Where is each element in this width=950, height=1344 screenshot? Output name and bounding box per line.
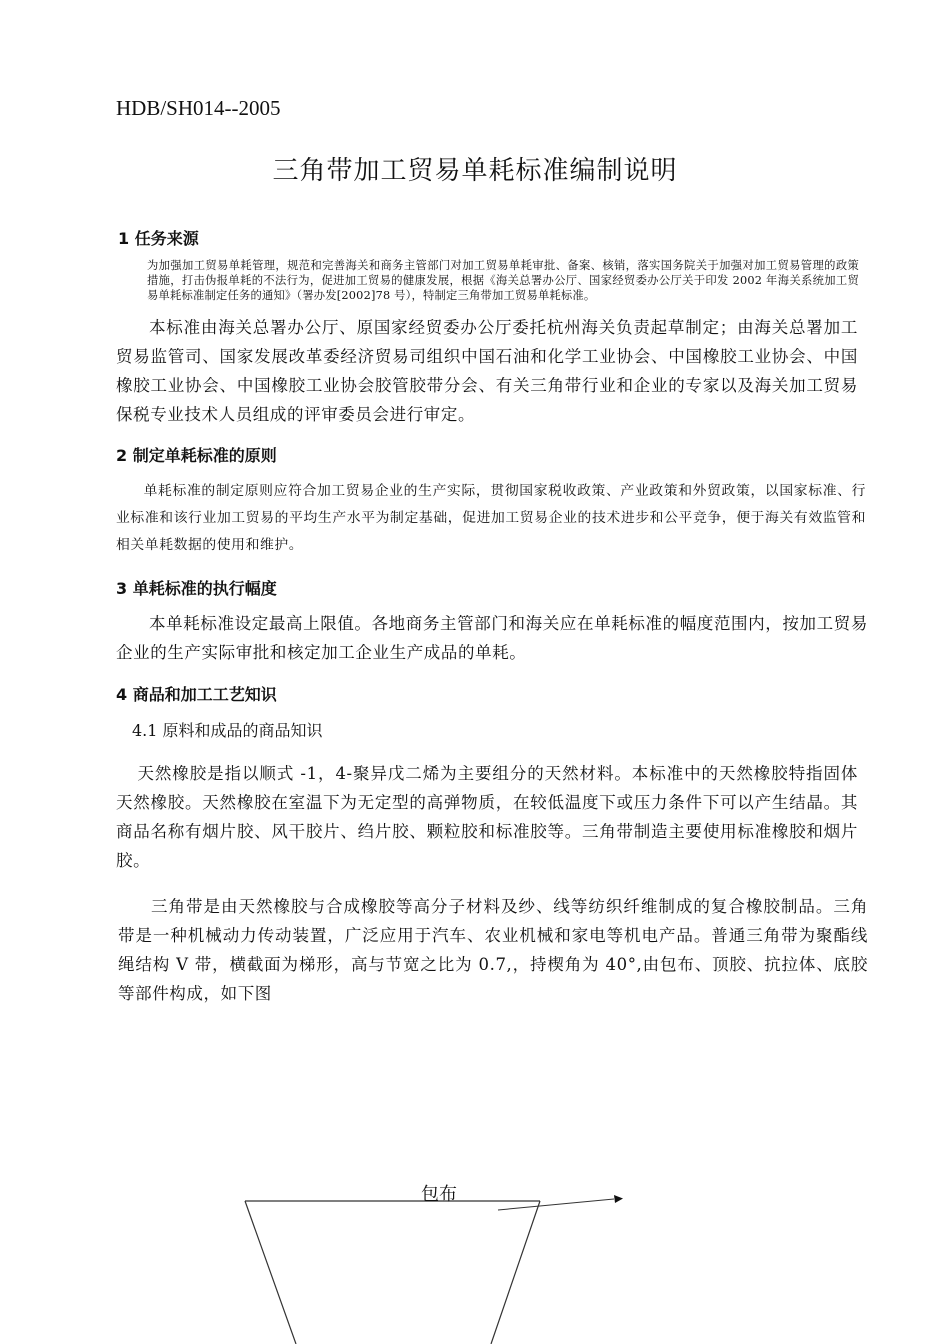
section-2-paragraph: 单耗标准的制定原则应符合加工贸易企业的生产实际，贯彻国家税收政策、产业政策和外贸政策，以国家标准、行业标准和该行业加工贸易的平均生产水平为制定基础，促进加工贸易企业的技术进步和公平竞争，便于海关有效监管和相关单耗数据的使用和维护。 [116,483,866,553]
section-1-paragraph: 本标准由海关总署办公厅、原国家经贸委办公厅委托杭州海关负责起草制定；由海关总署加工贸易监管司、国家发展改革委经济贸易司组织中国石油和化学工业协会、中国橡胶工业协会、中国橡胶工业协会、中国橡胶工业协会胶管胶带分会、有关三角带行业和企业的专家以及海关加工贸易保税专业技术人员组成的评审委员会进行审定。 [116,318,858,424]
section-4-paragraph-1: 天然橡胶是指以顺式 -1，4-聚异戊二烯为主要组分的天然材料。本标准中的天然橡胶特指固体天然橡胶。天然橡胶在室温下为无定型的高弹物质，在较低温度下或压力条件下可以产生结晶。其商品名称有烟片胶、风干胶片、绉片胶、颗粒胶和标准胶等。三角带制造主要使用标准橡胶和烟片胶。 [116,764,858,870]
section-1-heading: 1 任务来源 [118,229,199,248]
section-2-heading: 2 制定单耗标准的原则 [116,446,277,465]
wrap-cloth-label: 包布 [421,1184,457,1205]
document-code: HDB/SH014--2005 [116,96,281,120]
arrow-head-icon [614,1195,623,1203]
section-1-small-paragraph: 为加强加工贸易单耗管理，规范和完善海关和商务主管部门对加工贸易单耗审批、备案、核销，落实国务院关于加强对加工贸易管理的政策措施，打击伪报单耗的不法行为，促进加工贸易的健康发展，根据《海关总署办公厅、国家经贸委办公厅关于印发 2002 年海关系统加工贸易单耗标准制定任务的通知》（署办发[2002]78 号），特制定三角带加工贸易单耗标准。 [147,259,859,302]
v-belt-cross-section-diagram [0,1170,950,1344]
belt-left-edge [245,1201,296,1344]
belt-right-edge [491,1201,540,1344]
section-4-paragraph-2: 三角带是由天然橡胶与合成橡胶等高分子材料及纱、线等纺织纤维制成的复合橡胶制品。三角带是一种机械动力传动装置，广泛应用于汽车、农业机械和家电等机电产品。普通三角带为聚酯线绳结构 V 带，横截面为梯形，高与节宽之比为 0.7,，持楔角为 40°,由包布、顶胶、抗拉体、底胶等部件构成，如下图 [118,897,868,1003]
section-4-1-subheading: 4.1 原料和成品的商品知识 [132,721,323,740]
document-title: 三角带加工贸易单耗标准编制说明 [272,156,678,186]
section-4-heading: 4 商品和加工工艺知识 [116,685,277,704]
section-3-paragraph: 本单耗标准设定最高上限值。各地商务主管部门和海关应在单耗标准的幅度范围内，按加工贸易企业的生产实际审批和核定加工企业生产成品的单耗。 [116,614,868,662]
section-3-heading: 3 单耗标准的执行幅度 [116,579,277,598]
